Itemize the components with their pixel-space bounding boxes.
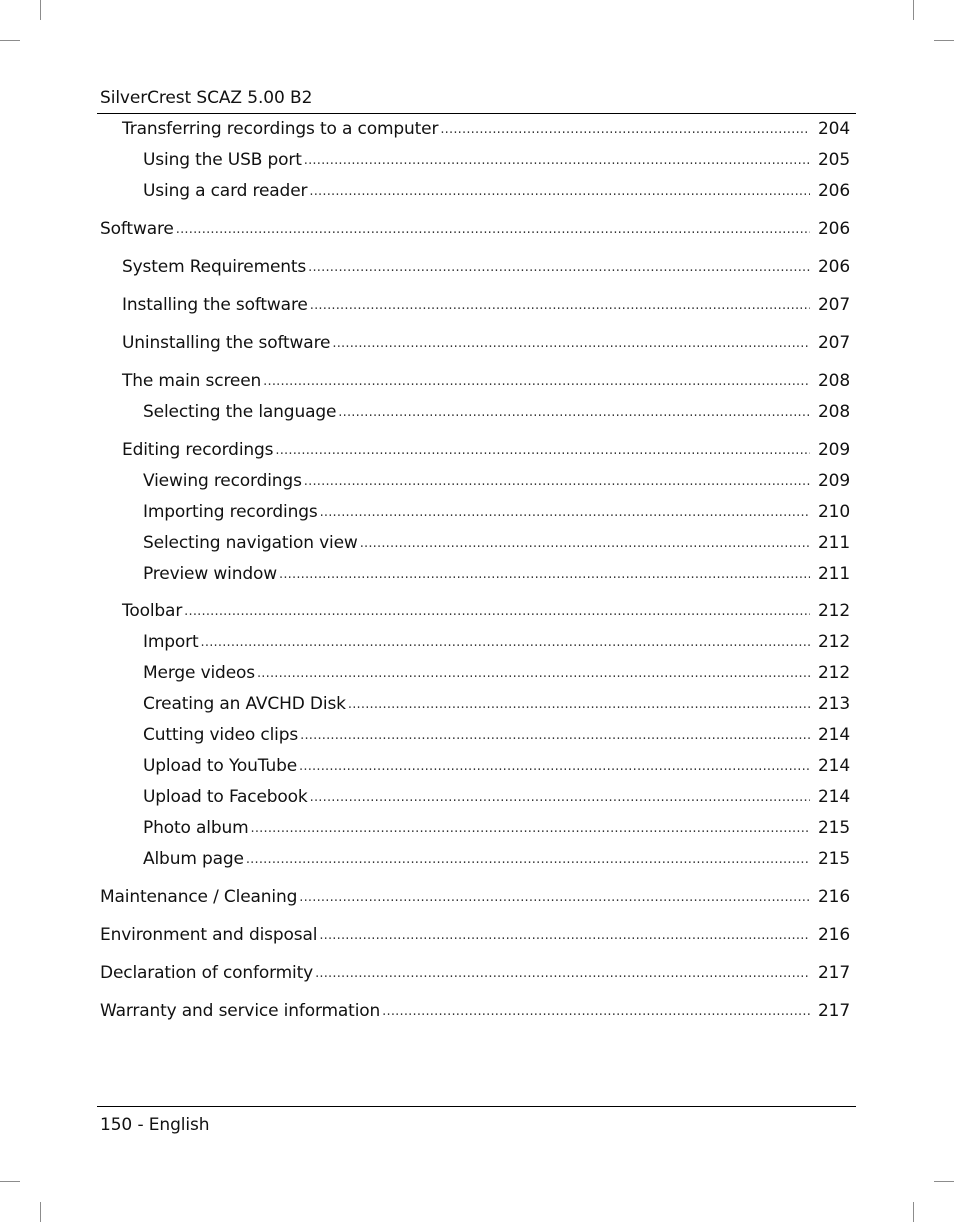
dot-leader [279, 563, 810, 587]
toc-entry-title: Cutting video clips [143, 725, 299, 745]
toc-entry[interactable] [100, 922, 850, 948]
toc-entry[interactable] [100, 960, 850, 986]
dot-leader [309, 180, 810, 204]
page-number: 150 - English [100, 1115, 210, 1135]
dot-leader [308, 256, 810, 280]
dot-leader [263, 370, 810, 394]
dot-leader [257, 662, 810, 686]
toc-entry-title: Using the USB port [143, 150, 302, 170]
toc-entry[interactable] [143, 499, 850, 525]
toc-entry-title: The main screen [122, 371, 262, 391]
toc-entry[interactable] [143, 815, 850, 841]
toc-entry[interactable] [143, 178, 850, 204]
toc-entry-title: Preview window [143, 564, 277, 584]
dot-leader [300, 724, 810, 748]
toc-entry[interactable] [122, 116, 850, 142]
toc-entry[interactable] [122, 437, 850, 463]
toc-entry-title: Software [100, 219, 174, 239]
toc-entry-page: 214 [818, 756, 850, 776]
toc-entry-title: Photo album [143, 818, 249, 838]
toc-entry[interactable] [100, 216, 850, 242]
toc-entry-page: 215 [818, 818, 850, 838]
toc-entry-title: Selecting navigation view [143, 533, 358, 553]
toc-entry[interactable] [143, 468, 850, 494]
toc-entry-page: 208 [818, 371, 850, 391]
toc-entry-page: 206 [818, 181, 850, 201]
toc-entry-page: 217 [818, 963, 850, 983]
toc-entry-page: 209 [818, 471, 850, 491]
dot-leader [246, 848, 810, 872]
toc-entry-title: Using a card reader [143, 181, 308, 201]
toc-entry[interactable] [122, 292, 850, 318]
toc-entry-title: Upload to Facebook [143, 787, 308, 807]
toc-entry-page: 214 [818, 725, 850, 745]
toc-entry-title: System Requirements [122, 257, 307, 277]
toc-entry-title: Merge videos [143, 663, 255, 683]
toc-entry-title: Toolbar [122, 601, 183, 621]
dot-leader [315, 962, 810, 986]
toc-entry-title: Import [143, 632, 199, 652]
toc-entry-title: Viewing recordings [143, 471, 302, 491]
toc-entry[interactable] [143, 561, 850, 587]
toc-entry-page: 216 [818, 887, 850, 907]
toc-entry[interactable] [122, 254, 850, 280]
toc-entry[interactable] [143, 629, 850, 655]
toc-entry-page: 207 [818, 333, 850, 353]
toc-entry-title: Maintenance / Cleaning [100, 887, 298, 907]
toc-entry-page: 212 [818, 601, 850, 621]
toc-entry-page: 204 [818, 119, 850, 139]
toc-entry-page: 206 [818, 257, 850, 277]
toc-entry[interactable] [143, 846, 850, 872]
toc-entry-page: 205 [818, 150, 850, 170]
dot-leader [310, 294, 810, 318]
toc-entry-page: 208 [818, 402, 850, 422]
toc-entry-title: Creating an AVCHD Disk [143, 694, 346, 714]
toc-entry[interactable] [143, 691, 850, 717]
toc-entry-page: 213 [818, 694, 850, 714]
page-header: SilverCrest SCAZ 5.00 B2 [100, 88, 313, 108]
toc-entry-page: 210 [818, 502, 850, 522]
dot-leader [299, 755, 810, 779]
toc-entry[interactable] [143, 753, 850, 779]
toc-entry[interactable] [143, 147, 850, 173]
footer-rule [97, 1106, 856, 1107]
toc-entry-title: Album page [143, 849, 244, 869]
toc-entry-title: Importing recordings [143, 502, 318, 522]
dot-leader [299, 886, 810, 910]
toc-entry[interactable] [100, 998, 850, 1024]
toc-entry[interactable] [122, 598, 850, 624]
toc-entry-title: Warranty and service information [100, 1001, 381, 1021]
toc-entry[interactable] [100, 884, 850, 910]
toc-entry-page: 209 [818, 440, 850, 460]
toc-entry-page: 212 [818, 632, 850, 652]
dot-leader [348, 693, 810, 717]
toc-entry-title: Declaration of conformity [100, 963, 314, 983]
toc-entry-title: Uninstalling the software [122, 333, 331, 353]
toc-entry[interactable] [143, 530, 850, 556]
toc-entry[interactable] [122, 368, 850, 394]
dot-leader [332, 332, 810, 356]
toc-entry-page: 215 [818, 849, 850, 869]
toc-entry[interactable] [143, 784, 850, 810]
dot-leader [201, 631, 810, 655]
toc-entry[interactable] [143, 399, 850, 425]
toc-entry-title: Environment and disposal [100, 925, 318, 945]
dot-leader [304, 149, 810, 173]
dot-leader [310, 786, 810, 810]
dot-leader [251, 817, 810, 841]
dot-leader [275, 439, 810, 463]
dot-leader [319, 924, 810, 948]
toc-entry-page: 206 [818, 219, 850, 239]
toc-entry-page: 207 [818, 295, 850, 315]
toc-entry-title: Upload to YouTube [143, 756, 298, 776]
toc-entry-title: Selecting the language [143, 402, 337, 422]
dot-leader [382, 1000, 810, 1024]
dot-leader [338, 401, 810, 425]
dot-leader [360, 532, 810, 556]
dot-leader [304, 470, 810, 494]
toc-entry-title: Editing recordings [122, 440, 274, 460]
toc-entry-title: Transferring recordings to a computer [122, 119, 439, 139]
toc-entry[interactable] [143, 660, 850, 686]
toc-entry-title: Installing the software [122, 295, 308, 315]
dot-leader [176, 218, 810, 242]
toc-entry-page: 214 [818, 787, 850, 807]
toc-entry-page: 212 [818, 663, 850, 683]
dot-leader [440, 118, 810, 142]
toc-entry-page: 217 [818, 1001, 850, 1021]
toc-entry[interactable] [122, 330, 850, 356]
toc-entry-page: 211 [818, 533, 850, 553]
toc-entry-page: 216 [818, 925, 850, 945]
dot-leader [320, 501, 810, 525]
toc-entry-page: 211 [818, 564, 850, 584]
dot-leader [184, 600, 810, 624]
toc-entry[interactable] [143, 722, 850, 748]
